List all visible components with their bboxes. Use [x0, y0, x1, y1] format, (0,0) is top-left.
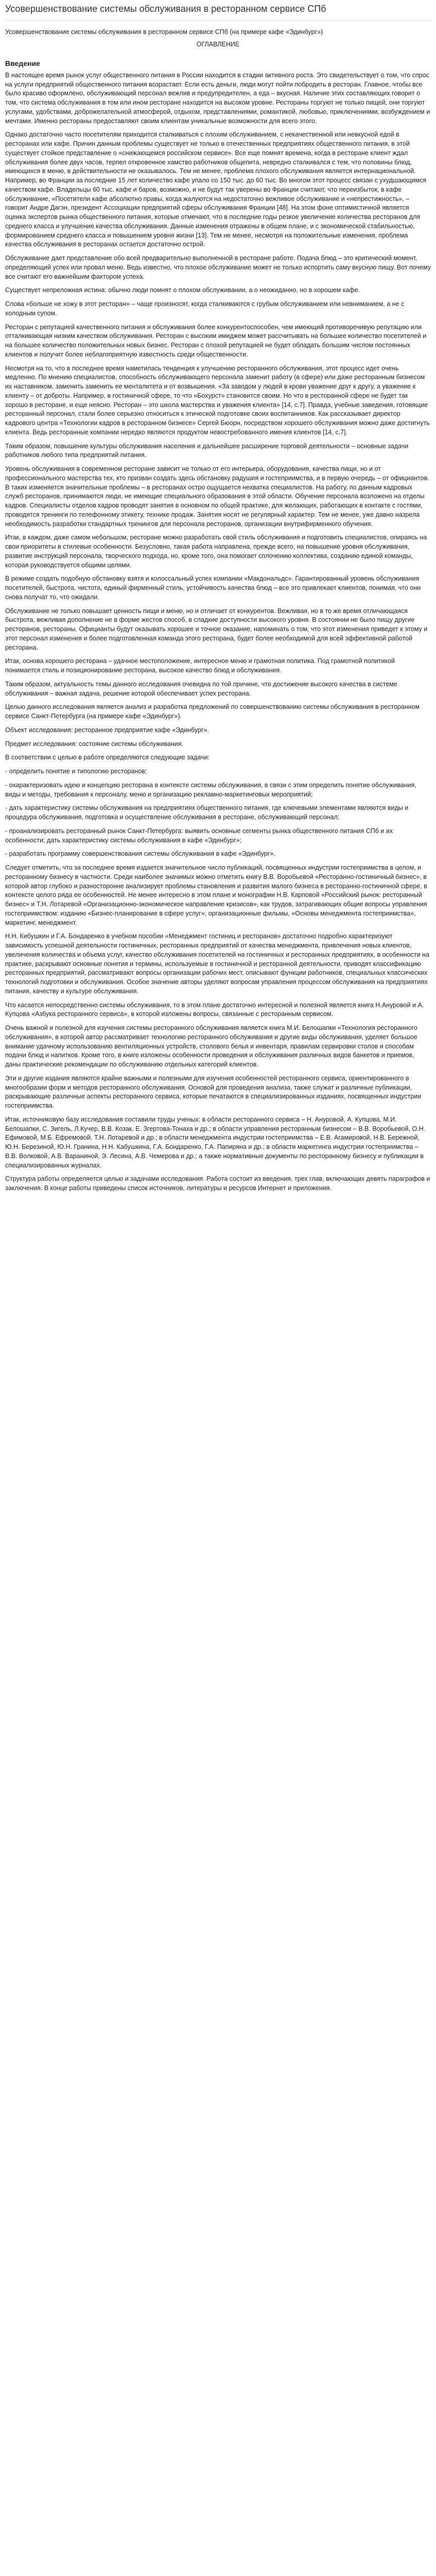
- intro-heading: Введение: [5, 59, 40, 67]
- paragraph: Таким образом, повышение культуры обслуживания населения и дальнейшее расширение торговой деятельности – основные задачи работников любого типа предприятий питания.: [5, 442, 409, 459]
- list-item: - охарактеризовать идею и концепцию ресторана в контексте системы обслуживания, в связи с этим определить понятие обслуживания, виды и методы, требования к персоналу, меню и организацию рекламно-маркетинговых мероприятий;: [5, 781, 416, 798]
- paragraph: Итак, в каждом, даже самом небольшом, ресторане можно разработать свой стиль обслуживания и подготовить специалистов, опираясь на свои приоритеты в стилевые особенности. Безусловно, такая работа направлена, прежде всего, на повышение уровня обслуживания, развитие инструкций персонала, творческого подхода, но, кроме того, она помогает сплочению коллектива, созданию единой команды, которая руководствуется общими целями.: [5, 534, 427, 569]
- paragraph: Что касается непосредственно системы обслуживания, то в этом плане достаточно интересной и полезной является книга Н.Ануровой и А. Купцова «Азбука ресторанного сервиса», в которой изложены вопросы, связанные с ресторанным сервисом.: [5, 1001, 424, 1018]
- paragraph: Итак, источниковую базу исследования составили труды ученых: в области ресторанного сервиса – Н. Ануровой, А. Купцова, М.И. Белошапки, С. Зигель, Л.Кучер, В.В. Козак, Е. Згертова-Тонаха и др.; в области управления ресторанным бизнесом – В.В. Воробьевой, О.Н. Ефимовой, М.Б. Ефремовой, Т.Н. Лотаревой и др.; в области менеджмента индустрии гостеприимства – Е.В. Агамировой, Н.В. Бережной, Ю.Н. Березиной, Ю.Н. Гранина, Н.Н. Кабушкина, Г.А. Бондаренко, Г.А. Папиряна и др.; в области маркетинга индустрии гостеприимства – В.В. Волковой, А.В. Вараниной, Э. Лесина, А.В. Чемерова и др.; а также нормативные документы по ресторанному бизнесу и публикации в специализированных журналах.: [5, 1115, 426, 1169]
- paragraph: Несмотря на то, что в последнее время наметилась тенденция к улучшению ресторанного обслуживания, этот процесс идет очень медленно. По мнению специалистов, способность обслуживающего персонала заменит работу (в сфере) или даже ресторанным бизнесом их наставником, заменить заменить ее менталитета и от возвышения. «За заводом у людей в крови уважение друг к другу, а уважение к клиенту – от доброты. Например, в гостиничной сфере, то что «Бохурст» становится своим. Но что в ресторанной сфере не будет так хорошо в ресторане, и еще неясно. Ресторан – это школа мастерства и уважения клиента» [14, с.7]. Правда, учебные заведения, готовящие ресторанный персонал, стали более серьезно относиться к этической подготовке своих воспитанников. Как рассказывает директор кадрового центра «Технологии кадров в ресторанном бизнесе» Сергей Бюорн, посредством хорошего обслуживания можно даже достигнуть клиента. Ведь ресторанные компании нередко являются продуктом невостребованного имения клиентов [14, с.7].: [5, 364, 430, 436]
- paragraph: Существует непреложная истина: обычно люди помнят о плохом обслуживании, а о неожиданно, но в хорошем кафе.: [5, 286, 360, 294]
- list-item: - определить понятие и типологию ресторанов;: [5, 768, 147, 775]
- paragraph: Следует отметить, что за последнее время издается значительное число публикаций, посвященных индустрии гостеприимства в целом, и ресторанному бизнесу в частности. Среди наиболее значимых можно отметить книгу В.В. Воробьевой «Ресторанно-гостиничный бизнес», в которой автор глубоко и разносторонне анализирует проблемы становления и развития малого бизнеса в ресторанно-гостиничной сфере, в контексте целого ряда ее особенностей. Не менее интересно в этом плане и монографии Н.В. Карповой «Российский рынок: ресторанный бизнес» и Т.Н. Лотаревой «Организационно-экономическое направление кризисов», как трудов, затрагивающих общие вопросы управления гостеприимством: изданию «Бизнес-планирование в сфере услуг», организационные фильмы, «Основы менеджмента гостеприимства», маркетинг, менеджмент.: [5, 864, 427, 926]
- paragraph: Обслуживание дает представление обо всей предварительно выполненной в ресторане работе. Подача блюд – это критический момент, определяющий успех или провал меню. Ведь известно, что плохое обслуживание может не только испортить саму вкусную пищу. Вот почему все считают его важнейшим фактором успеха.: [5, 255, 431, 280]
- toc-heading: ОГЛАВЛЕНИЕ: [196, 41, 240, 48]
- paragraph: Объект исследования: ресторанное предприятие кафе «Эдинбург».: [5, 726, 209, 734]
- paragraph: Ресторан с репутацией качественного питания и обслуживания более конкурентоспособен, чем имеющий противоречивую репутацию или отталкивающая низким качеством обслуживания. Ресторан с высоким имиджем может рассчитывать на большее количество посетителей и на большее количество положительных новых бизнес. Ресторан с плохой репутацией не будет обладать большим числом постоянных клиентов и получит более неблагоприятную известность среди общественности.: [5, 323, 427, 358]
- paragraph: Уровень обслуживания в современном ресторане зависит не только от его интерьера, оборудования, качества пищи, но и от профессионального мастерства тех, кто призван создать здесь обстановку радушия и гостеприимства, и в первую очередь – от официантов. В таких изменяется значительные проблемы – в ресторанах остро ощущается нехватка специалистов. На работу, по данным кадровых служб ресторанов, принимаются люди, не имеющие специального образования в этой области. Обучение персонала возложено на отделы кадров. Специалисты отделов кадров проводят занятия в основном по общей практике, для желающих, работающих в контакте с гостями, проводятся тренинги по телефонному этикету, технике продаж. Занятия носят не регулярный характер. Тем не менее, уже давно назрела необходимость разработки стандартных тренингов для персонала ресторанов, организации внутрифирменного обучения.: [5, 465, 429, 528]
- paragraph: Однако достаточно часто посетителям приходится сталкиваться с плохим обслуживанием, с некачественной или невкусной едой в ресторанах или кафе. Причин данным проблемы существует не только в отечественных предприятиях общественного питания, в этой существует стойкое представление о «снижающемся российском сервисе». Все еще помнят времена, когда в ресторане клиент ждал обслуживания более двух часов, терпел откровенное хамство работников общепита, невредно сталкивался с тем, что половины блюд, имеющихся в меню, в действительности не оказывалось. Тем не менее, проблема плохого обслуживания является интернациональной. Например, во Франции за последние 15 лет количество кафе упало со 150 тыс. до 60 тыс. Во многом этот процесс связан с ухудшающимся качеством кафе. Владельцы 60 тыс. кафе и баров, возможно, и не будут так уверены во Франции считают, что переизбыток, в кафе обслуживание, «Посетители кафе абсолютно правы, когда жалуются на недостаточно вежливое обслуживание и «непрестижность», – говорит Андре Дагэн, президент Ассоциации предприятий сферы обслуживания Франции [48]. На этом фоне оптимистичной является оценка экспертов рынка общественного питания, которые отмечают, что в последние годы резкое увеличение количества ресторанов для среднего класса и улучшение качества обслуживания. Данные изменения отражены в общем плане, и с экономической стабильностью, формированием среднего класса и повышением уровня жизни [13]. Тем не менее, несмотря на положительные изменения, проблема качества обслуживания в ресторанах остается достаточно острой.: [5, 131, 427, 248]
- list-item: - дать характеристику системы обслуживания на предприятиях общественного питания, где ключевыми элементами являются виды и процедура обслуживания, подготовка и осуществление обслуживания в ресторане, обслуживающий персонал;: [5, 804, 409, 821]
- paragraph: Таким образом, актуальность темы данного исследования очевидна по той причине, что достижение высокого качества в системе обслуживания – важная задача, решение которой обеспечивает успех ресторана.: [5, 680, 397, 697]
- document-page: [0, 0, 436, 1206]
- paragraph: Структура работы определяется целью и задачами исследования. Работа состоит из введения, трех глав, включающих девять параграфов и заключения. В конце работы приведены список источников, литературы и ресурсов Интернет и приложения.: [5, 1175, 430, 1192]
- paragraph: В соответствии с целью в работе определяются следующие задачи:: [5, 754, 210, 761]
- paragraph: Целью данного исследования является анализ и разработка предложений по совершенствованию системы обслуживания в ресторанном сервисе Санкт-Петербурга (на примере кафе «Эдинбург»).: [5, 703, 420, 720]
- document-subtitle: Усовершенствование системы обслуживания в ресторанном сервисе СПб (на примере кафе «Эдинбург»): [5, 28, 323, 36]
- list-item: - разработать программу совершенствования системы обслуживания в кафе «Эдинбург».: [5, 850, 275, 858]
- paragraph: Предмет исследования: состояние системы обслуживания.: [5, 740, 184, 748]
- paragraph: Итак, основа хорошего ресторана – удачное местоположение, интересное меню и грамотная политика. Под грамотной политикой понимается стиль и позиционирование ресторана, высокое качество блюд и обслуживания.: [5, 657, 395, 674]
- page-title: Усовершенствование системы обслуживания в ресторанном сервисе СПб: [5, 3, 431, 21]
- intro-body: [5, 71, 431, 1193]
- paragraph: Очень важной и полезной для изучения системы ресторанного обслуживания является книга М.И. Белошапки «Технология ресторанного обслуживания», в которой автор рассматривает технологию ресторанного обслуживания и другие виды обслуживания, уделяет большое внимание удачному использованию вентиляционных устройств, столового белья и инвентаря, правилам сервировки столов и способам подачи блюд и напитков. Кроме того, в книге изложены особенности проведения и обслуживания различных видов банкетов и приемов, даны практические рекомендации по обслуживанию отдельных категорий клиентов.: [5, 1024, 417, 1069]
- paragraph: Обслуживание не только повышает ценность пищи и меню, но и отличает от конкурентов. Вежливая, но в то же время отличающаяся быстрота, вежливая дополнение не в форме жестов способ, в сладкие доступности высокого уровня. В состоянии не было пищу другие ресторанов, рестораны. Официанты будут оказывать хорошее и точное оказание, напоминать о том, что этот изменения приведет к этому и этот персонал изменения и более подготовленная команда этого ресторана, будет более необходимой для всей эффективной работой ресторана.: [5, 607, 428, 651]
- paragraph: Н.Н. Кибушкин и Г.А. Бондаренко в учебном пособии «Менеджмент гостиниц и ресторанов» достаточно подробно характеризуют зависимость успешной деятельности гостиничных, ресторанных предприятий от качества менеджмента, привлечения новых клиентов, увеличения количества и объема услуг, качество обслуживания посетителей на гостиничных и ресторанных предприятиях, в особенности на практике, раскрывают основные понятия и термины, используемые в гостиничной и ресторанной деятельности, приводят классификацию ресторанных предприятий, рассматривают вопросы организации рабочих мест, описывают функции работников, специальных классических технологий подготовки и обслуживания. Особое значение авторы уделяют вопросам управления процессом обслуживания на предприятиях питания, качеству и культуре обслуживания.: [5, 933, 429, 995]
- paragraph: В режиме создать подобную обстановку взятя и колоссальный успех компании «Макдональдс». Гарантированный уровень обслуживания посетителей, быстрота, чистота, единый фирменный стиль, устойчивость качества блюд – все это привлекает клиентов, понимая, что они снова получат то, что ожидали.: [5, 575, 421, 601]
- paragraph: Слова «больше не хожу в этот ресторан» – чаще произносят, когда сталкиваются с грубым обслуживанием или невниманием, а не с холодным супом.: [5, 300, 405, 317]
- tasks-list: [5, 767, 431, 859]
- paragraph: В настоящее время рынок услуг общественного питания в России находится в стадии активного роста. Это свидетельствует о том, что спрос на услуги предприятий общественного питания возрастает. Если есть деньги, люди могут пойти побродить в ресторан. Главное, чтобы все было красиво оформлено, обслуживающий персонал вежлив и предупредителен, а еда – вкусная. Наличие этих составляющих говорит о том, что система обслуживания в том или ином ресторане находится на высоком уровне. Рестораны торгуют не только пищей, они торгуют услугами, удобствами, доброжелательной атмосферой, отдыхом, представлениями, романтикой, любовью, приключениями, возбуждением и мечтами. Именно рестораны предоставляют своим клиентам уникальные возможности для всего этого.: [5, 71, 430, 125]
- list-item: - проанализировать ресторанный рынок Санкт-Петербурга: выявить основные сегменты рынка общественного питания СПб и их особенности; дать характеристику системы обслуживания в кафе «Эдинбург»;: [5, 827, 393, 844]
- paragraph: Эти и другие издания являются крайне важными и полезными для изучения особенностей ресторанного сервиса, ориентированного в многообразии форм и методов ресторанного обслуживания. Основой для проведения анализа, также служат и различные публикации, раскрывающие различные аспекты ресторанного сервиса, которые печатаются в специализированных изданиях, посвященных индустрии гостеприимства.: [5, 1074, 422, 1110]
